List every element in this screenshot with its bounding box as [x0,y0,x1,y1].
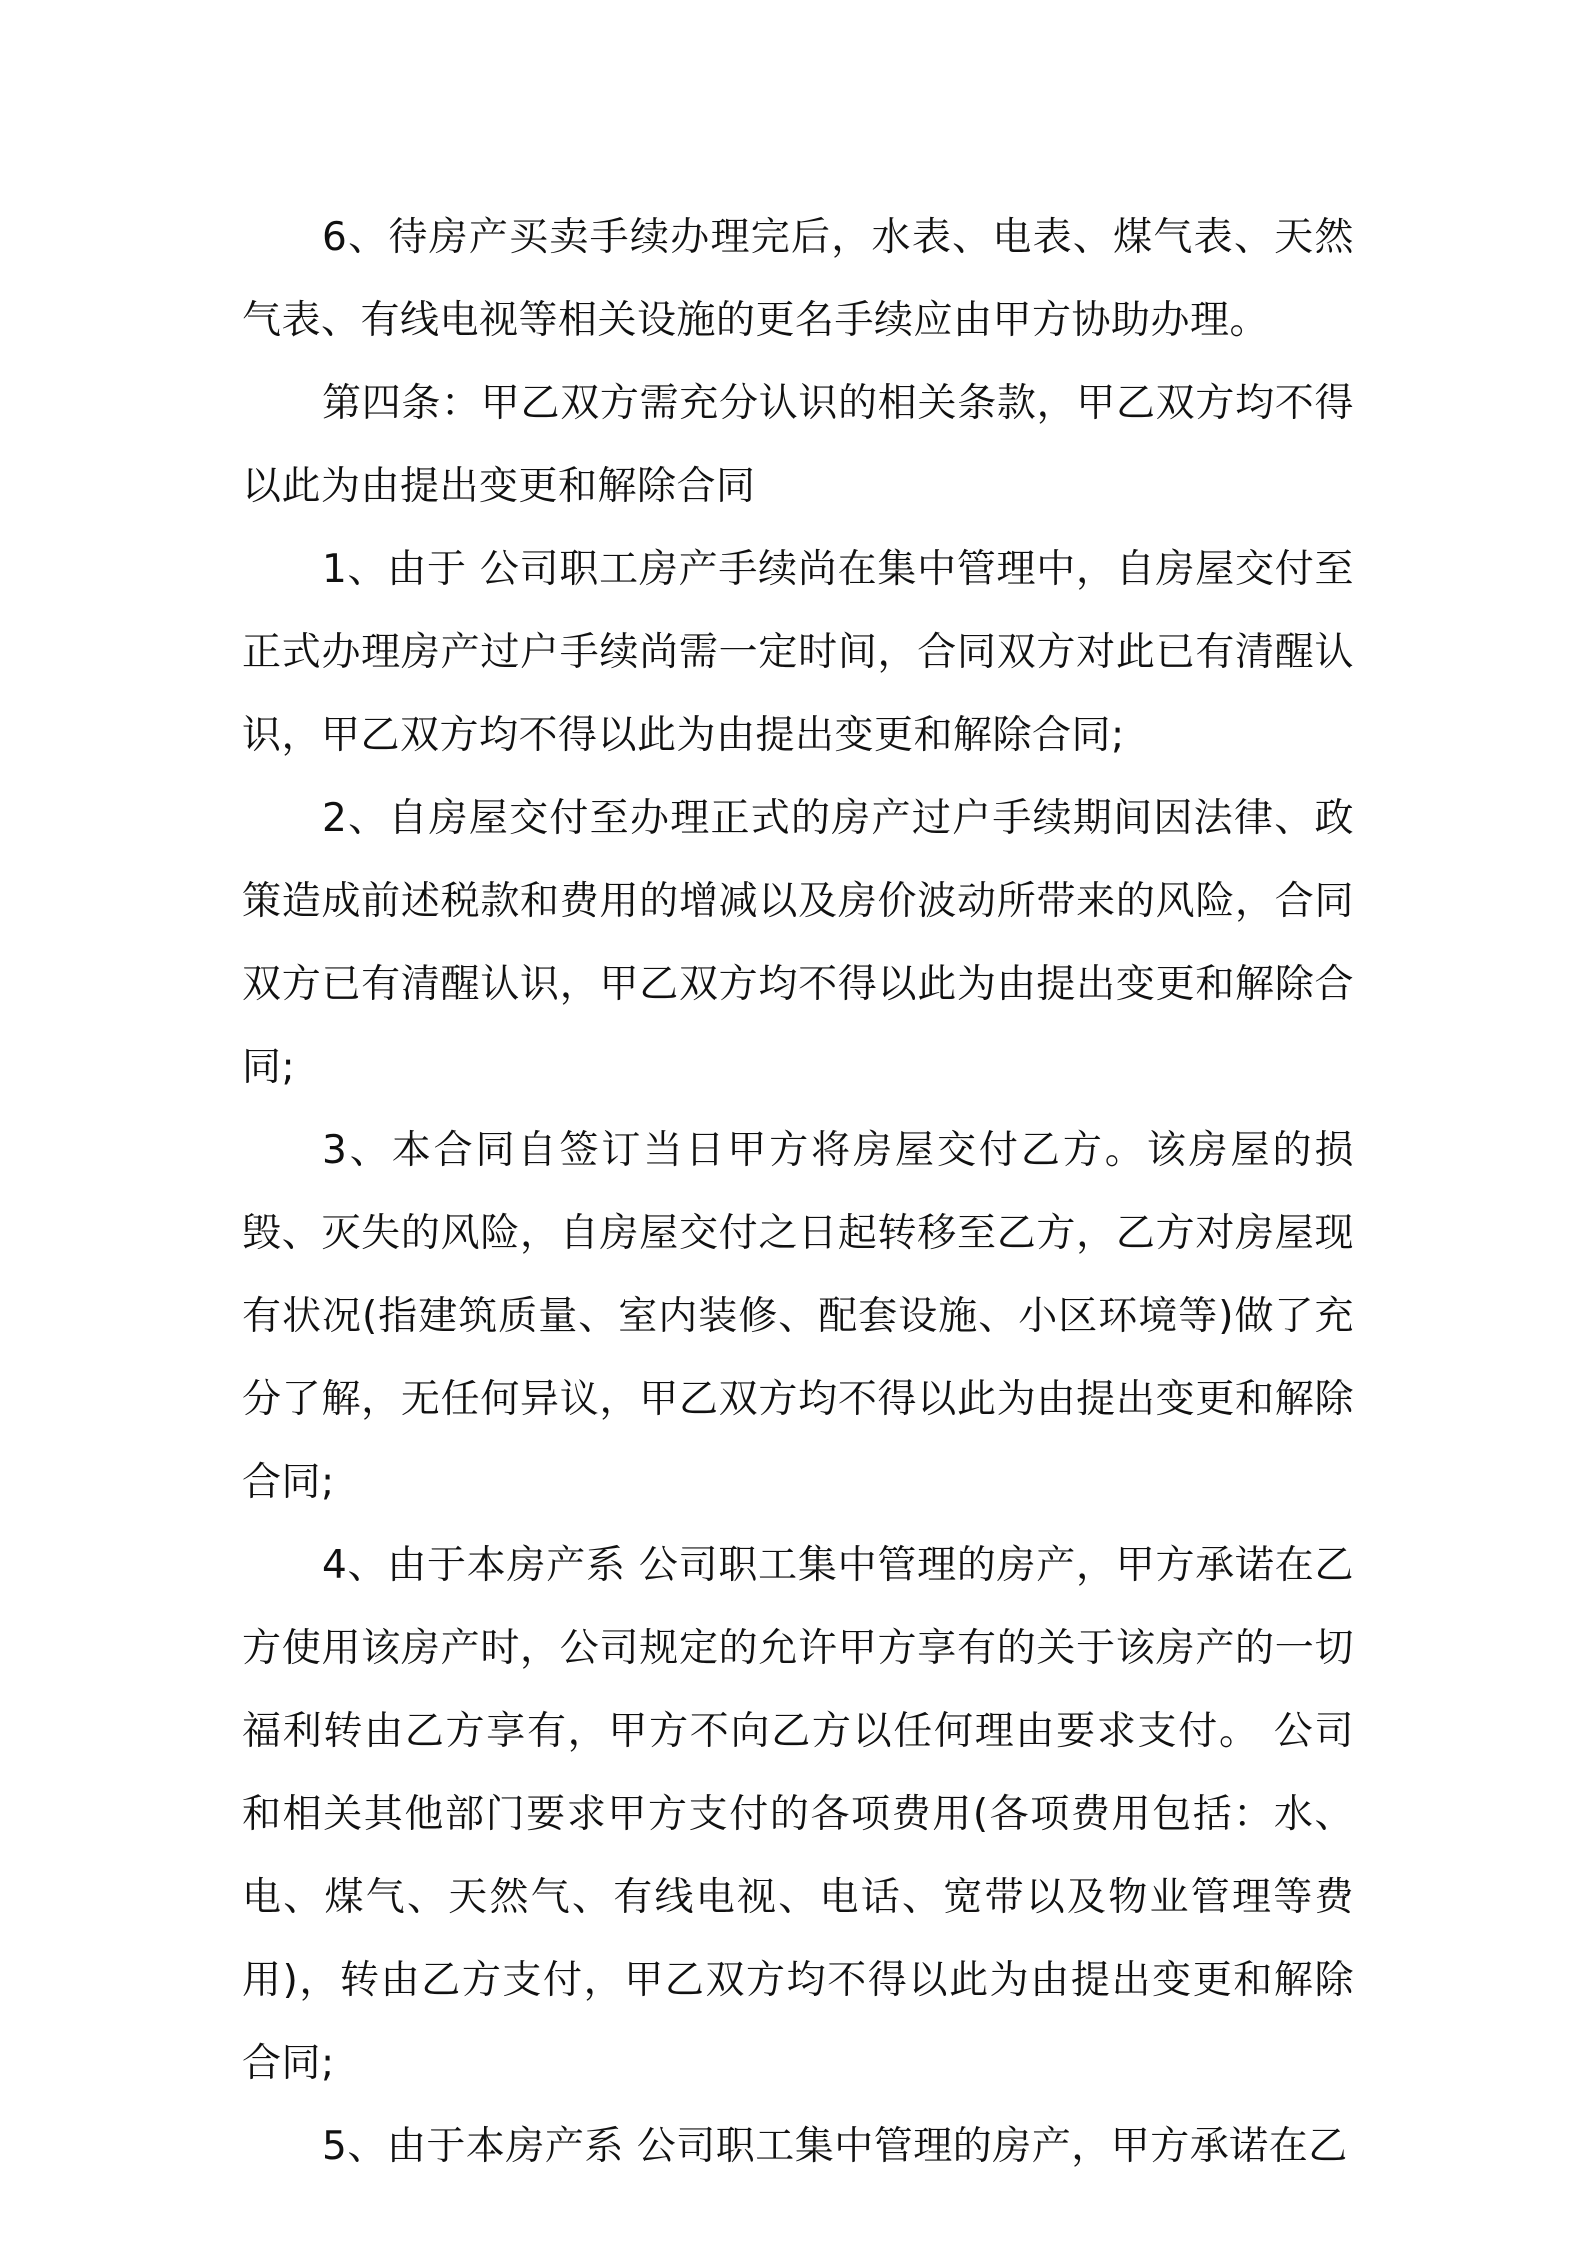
clause-5-continued: 5、由于本房产系 公司职工集中管理的房产，甲方承诺在乙 [322,2124,1348,2169]
clause-1-management: 1、由于 公司职工房产手续尚在集中管理中，自房屋交付至正式办理房产过户手续尚需一定时间，合同双方对此已有清醒认识，甲乙双方均不得以此为由提出变更和解除合同; [242,547,1354,758]
clause-2-policy-risk: 2、自房屋交付至办理正式的房产过户手续期间因法律、政策造成前述税款和费用的增减以及房价波动所带来的风险，合同双方已有清醒认识，甲乙双方均不得以此为由提出变更和解除合同; [242,796,1354,1090]
clause-3-delivery: 3、本合同自签订当日甲方将房屋交付乙方。该房屋的损毁、灭失的风险，自房屋交付之日起转移至乙方，乙方对房屋现有状况(指建筑质量、室内装修、配套设施、小区环境等)做了充分了解，无任何异议，甲乙双方均不得以此为由提出变更和解除合同; [242,1128,1354,1505]
clause-4-benefits: 4、由于本房产系 公司职工集中管理的房产，甲方承诺在乙方使用该房产时，公司规定的允许甲方享有的关于该房产的一切福利转由乙方享有，甲方不向乙方以任何理由要求支付。 公司和相关其他部门要求甲方支付的各项费用(各项费用包括：水、电、煤气、天然气、有线电视、电话、宽带以及物业管理等费用)，转由乙方支付，甲乙双方均不得以此为由提出变更和解除合同; [242,1543,1354,2086]
article-four-heading: 第四条：甲乙双方需充分认识的相关条款，甲乙双方均不得以此为由提出变更和解除合同 [242,381,1354,509]
document-body [242,196,1354,2188]
paragraph-item-6-transfer: 6、待房产买卖手续办理完后，水表、电表、煤气表、天然气表、有线电视等相关设施的更名手续应由甲方协助办理。 [242,215,1354,343]
